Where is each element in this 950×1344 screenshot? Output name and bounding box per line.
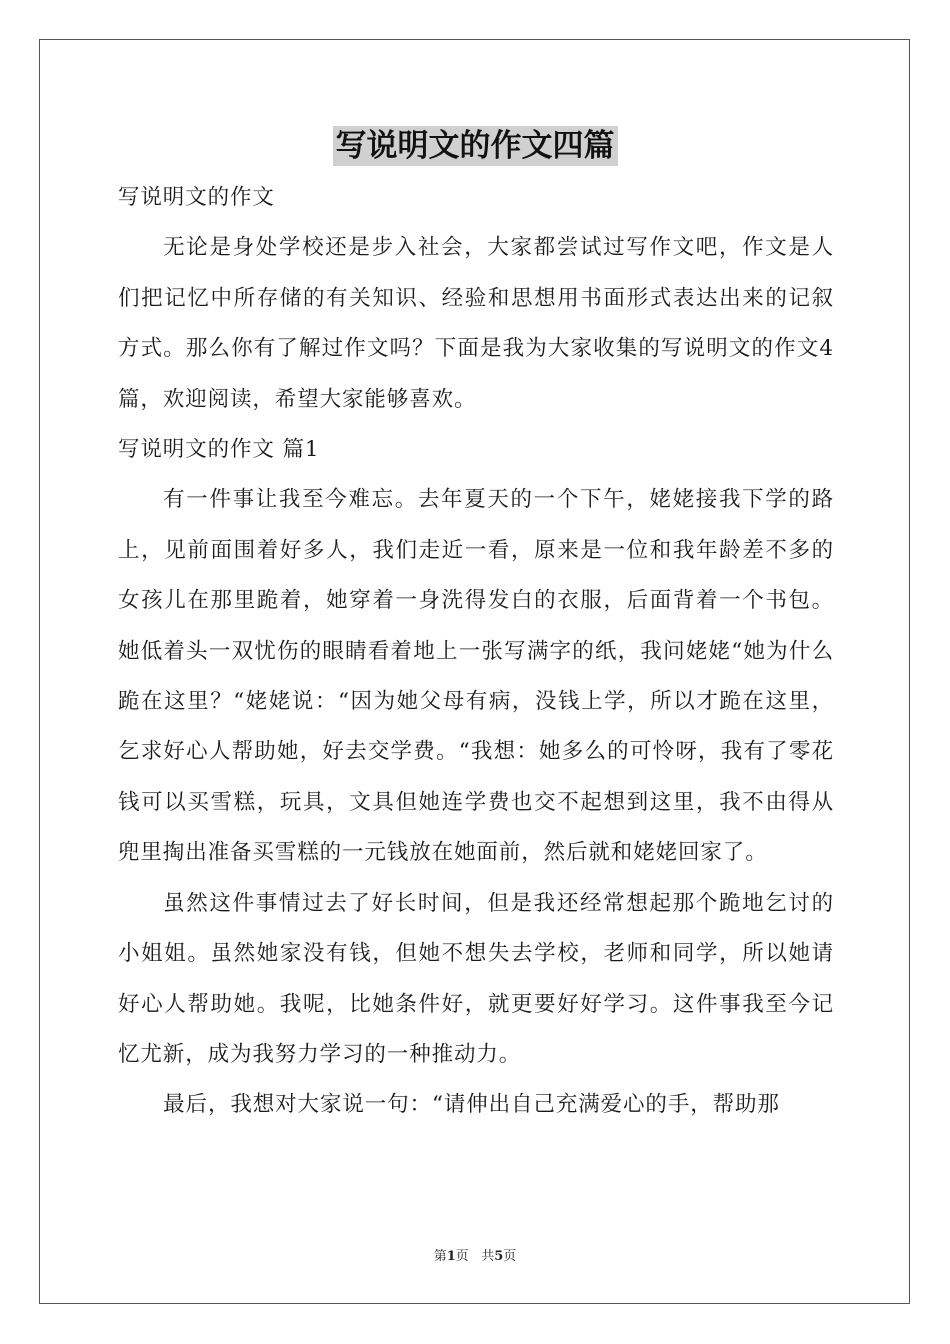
total-prefix: 共 — [481, 1249, 495, 1264]
body-paragraph: 最后，我想对大家说一句：“请伸出自己充满爱心的手，帮助那 — [163, 1092, 780, 1118]
article-heading: 写说明文的作文 篇1 — [118, 437, 320, 463]
page-prefix: 第 — [433, 1249, 447, 1264]
section-heading: 写说明文的作文 — [118, 185, 275, 210]
body-paragraph: 虽然这件事情过去了好长时间，但是我还经常想起那个跪地乞讨的小姐姐。虽然她家没有钱，但她不想失去学校，老师和同学，所以她请好心人帮助她。我呢，比她条件好，就更要好好学习。这件事我至今记忆尤新，成为我努力学习的一种推动力。 — [118, 890, 834, 1067]
document-title: 写说明文的作文四篇 — [333, 126, 618, 166]
page-number: 1 — [446, 1249, 456, 1264]
page-suffix: 页 — [455, 1249, 469, 1264]
title-container — [0, 126, 950, 166]
intro-paragraph: 无论是身处学校还是步入社会，大家都尝试过写作文吧，作文是人们把记忆中所存储的有关知识、经验和思想用书面形式表达出来的记叙方式。那么你有了解过作文吗？下面是我为大家收集的写说明文的作文4篇，欢迎阅读，希望大家能够喜欢。 — [118, 235, 834, 412]
page-footer — [0, 1245, 950, 1264]
total-pages: 5 — [494, 1249, 504, 1264]
body-paragraph: 有一件事让我至今难忘。去年夏天的一个下午，姥姥接我下学的路上，见前面围着好多人，我们走近一看，原来是一位和我年龄差不多的女孩儿在那里跪着，她穿着一身洗得发白的衣服，后面背着一个书包。她低着头一双忧伤的眼睛看着地上一张写满字的纸，我问姥姥“她为什么跪在这里？“姥姥说：“因为她父母有病，没钱上学，所以才跪在这里，乞求好心人帮助她，好去交学费。“我想：她多么的可怜呀，我有了零花钱可以买雪糕，玩具，文具但她连学费也交不起想到这里，我不由得从兜里掏出准备买雪糕的一元钱放在她面前，然后就和姥姥回家了。 — [118, 487, 834, 866]
document-body — [118, 173, 834, 1131]
total-suffix: 页 — [503, 1249, 517, 1264]
